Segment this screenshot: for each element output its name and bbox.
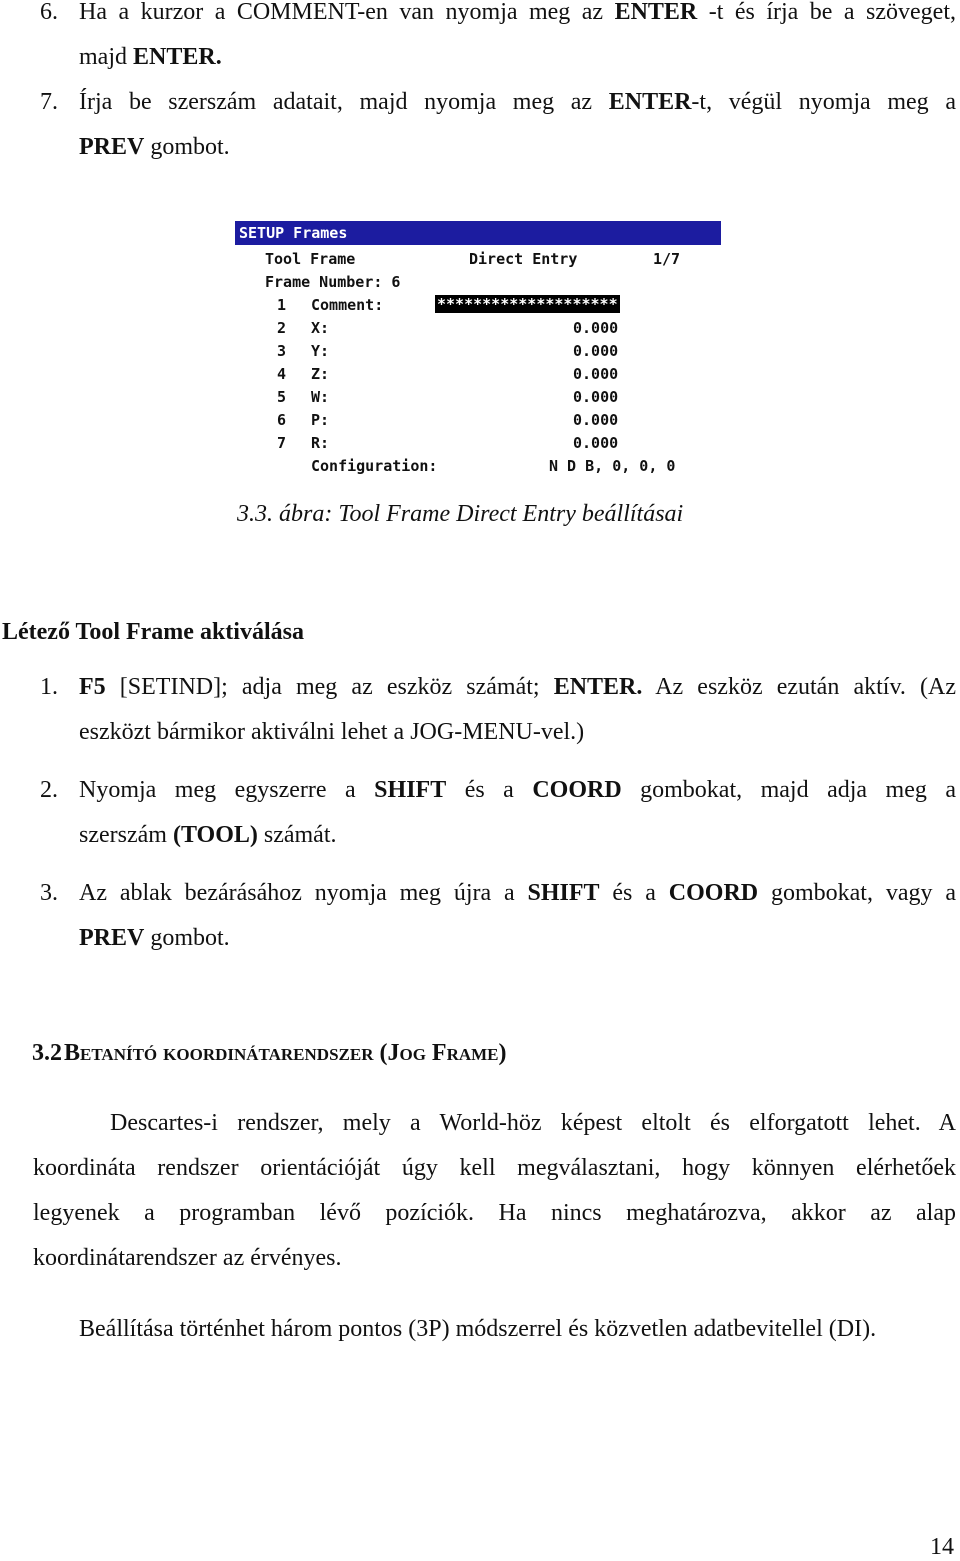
activation-step-2-line2: szerszám (TOOL) számát.	[79, 822, 337, 848]
screen-row-value: 0.000	[573, 434, 619, 452]
figure-caption: 3.3. ábra: Tool Frame Direct Entry beállításai	[237, 501, 684, 527]
screen-row-num: 4	[277, 365, 287, 383]
paragraph-line-3: legyenek a programban lévő pozíciók. Ha nincs meghatározva, akkor az alap	[33, 1200, 956, 1226]
activation-step-2-line1: Nyomja meg egyszerre a SHIFT és a COORD gombokat, majd adja meg a	[79, 777, 956, 803]
screen-row-label: W:	[311, 388, 330, 406]
screen-row-label: Comment:	[311, 296, 384, 314]
screen-row-label: Y:	[311, 342, 330, 360]
screen-config-label: Configuration:	[311, 457, 438, 475]
screen-header-right: 1/7	[653, 250, 681, 268]
paragraph-line-2: koordináta rendszer orientációját úgy kell megválasztani, hogy könnyen elérhetőek	[33, 1155, 956, 1181]
activation-step-3-number: 3.	[40, 880, 58, 906]
activation-step-3-line2: PREV gombot.	[79, 925, 230, 951]
activation-step-1-line1: F5 [SETIND]; adja meg az eszköz számát; ENTER. Az eszköz ezután aktív. (Az	[79, 674, 956, 700]
paragraph-line-1: Descartes-i rendszer, mely a World-höz képest eltolt és elforgatott lehet. A	[110, 1110, 956, 1136]
screen-row-num: 2	[277, 319, 287, 337]
screen-row-num: 3	[277, 342, 287, 360]
step-7-line2: PREV gombot.	[79, 134, 230, 160]
screen-row-num: 7	[277, 434, 287, 452]
step-6-number: 6.	[40, 0, 58, 25]
activation-step-1-number: 1.	[40, 674, 58, 700]
screen-row-value: 0.000	[573, 319, 619, 337]
step-7-line1: Írja be szerszám adatait, majd nyomja meg az ENTER-t, végül nyomja meg a	[79, 89, 956, 115]
screen-row-value: 0.000	[573, 411, 619, 429]
screen-frame-number: Frame Number: 6	[265, 273, 401, 291]
screen-header-left: Tool Frame	[265, 250, 356, 268]
screen-title-bar: SETUP Frames	[235, 221, 721, 245]
screen-row-num: 5	[277, 388, 287, 406]
activation-step-1-line2: eszközt bármikor aktiválni lehet a JOG-MENU-vel.)	[79, 719, 585, 745]
screen-row-label: R:	[311, 434, 330, 452]
closing-sentence: Beállítása történhet három pontos (3P) módszerrel és közvetlen adatbevitellel (DI).	[79, 1316, 877, 1342]
tool-frame-screen-figure	[235, 221, 721, 483]
screen-row-value: 0.000	[573, 365, 619, 383]
screen-row-num: 1	[277, 296, 287, 314]
activation-step-3-line1: Az ablak bezárásához nyomja meg újra a SHIFT és a COORD gombokat, vagy a	[79, 880, 956, 906]
screen-row-label: Z:	[311, 365, 330, 383]
page-number: 14	[930, 1534, 954, 1560]
step-7-number: 7.	[40, 89, 58, 115]
screen-row-value: 0.000	[573, 342, 619, 360]
screen-row-num: 6	[277, 411, 287, 429]
section-number: 3.2	[32, 1040, 62, 1066]
section-title: Betanító koordinátarendszer (Jog Frame)	[64, 1040, 507, 1066]
screen-header-mid: Direct Entry	[469, 250, 578, 268]
step-6-line1: Ha a kurzor a COMMENT-en van nyomja meg az ENTER -t és írja be a szöveget,	[79, 0, 956, 25]
screen-config-value: N D B, 0, 0, 0	[549, 457, 676, 475]
screen-row-label: P:	[311, 411, 330, 429]
subsection-heading: Létező Tool Frame aktiválása	[2, 619, 304, 645]
activation-step-2-number: 2.	[40, 777, 58, 803]
screen-row-value: 0.000	[573, 388, 619, 406]
step-6-line2: majd ENTER.	[79, 44, 222, 70]
screen-comment-value: ********************	[437, 295, 618, 313]
screen-row-label: X:	[311, 319, 330, 337]
paragraph-line-4: koordinátarendszer az érvényes.	[33, 1245, 342, 1271]
